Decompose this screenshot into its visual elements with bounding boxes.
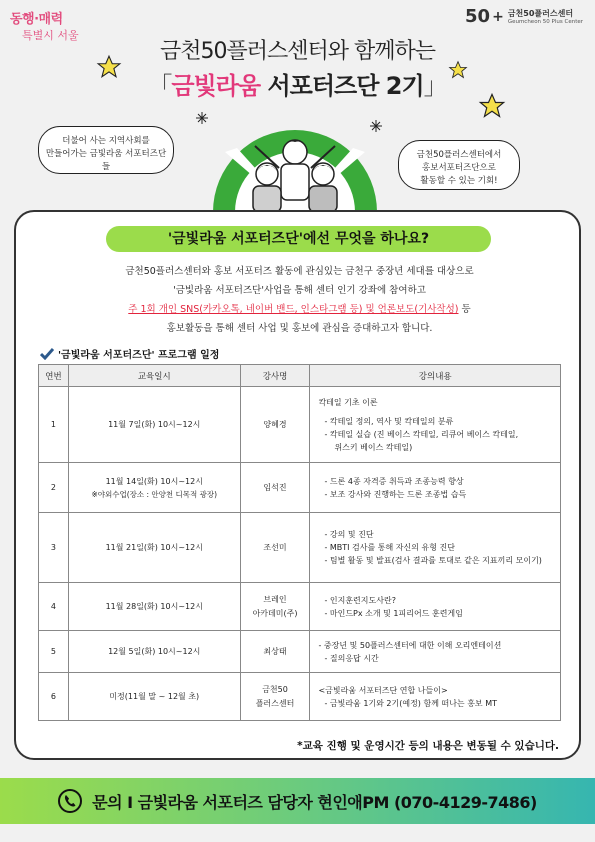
speech-bubble-left — [38, 126, 174, 174]
row-content — [310, 463, 561, 513]
question-heading: '금빛라움 서포터즈단'에선 무엇을 하나요? — [106, 226, 491, 252]
row-date: 11월 14일(화) 10시~12시 — [105, 476, 203, 486]
row-no: 2 — [39, 463, 69, 513]
intro-line3-tail: 등 — [458, 304, 471, 315]
schedule-title-text: '금빛라움 서포터즈단' 프로그램 일정 — [58, 350, 220, 361]
star-icon — [448, 60, 468, 80]
fifty-plus-mark-plus: + — [492, 8, 504, 25]
intro-line1: 금천50플러스센터와 홍보 서포터즈 활동에 관심있는 금천구 중장년 세대를 대상으로 — [125, 266, 474, 277]
row-instructor-2: 아카데미(주) — [252, 609, 298, 618]
info-card — [14, 210, 581, 760]
row-content — [310, 387, 561, 463]
content-line: - MBTI 검사를 통해 자신의 유형 진단 — [324, 543, 455, 552]
content-line: - 중장년 및 50플러스센터에 대한 이해 오리엔테이션 — [318, 640, 502, 650]
content-line: - 드론 4종 자격증 취득과 조종능력 향상 — [324, 476, 464, 486]
people-illustration — [195, 112, 395, 212]
table-row — [39, 673, 561, 721]
content-line: - 강의 및 진단 — [324, 530, 374, 539]
table-row — [39, 387, 561, 463]
row-instructor: 양혜경 — [240, 387, 310, 463]
row-no: 3 — [39, 513, 69, 583]
phone-icon — [58, 789, 82, 813]
row-content — [310, 583, 561, 631]
intro-text — [36, 262, 563, 338]
intro-line3-underlined: 주 1회 개인 SNS(카카오톡, 네이버 밴드, 인스타그램 등) 및 언론보도(기사작성) — [128, 304, 459, 315]
row-content — [310, 673, 561, 721]
fifty-plus-mark — [465, 6, 504, 27]
fifty-plus-mark-text: 50 — [465, 6, 491, 27]
contact-text: 문의 I 금빛라움 서포터즈 담당자 현인애PM (070-4129-7486) — [92, 792, 537, 812]
content-line: - 인지훈련지도사란? — [324, 595, 396, 605]
title-rest: 서포터즈단 2기 — [260, 72, 424, 100]
content-line: - 보조 강사와 진행하는 드론 조종법 습득 — [324, 489, 467, 499]
table-row — [39, 631, 561, 673]
content-line: 칵테일 기초 이론 — [318, 397, 378, 407]
change-notice: *교육 진행 및 운영시간 등의 내용은 변동될 수 있습니다. — [297, 740, 559, 752]
bubble-right-line1: 금천50플러스센터에서 — [416, 150, 502, 160]
content-line: - 금빛라움 1기와 2기(예정) 함께 떠나는 홍보 MT — [324, 698, 497, 708]
row-no: 1 — [39, 387, 69, 463]
table-row — [39, 513, 561, 583]
content-line: - 칵테일 실습 (진 베이스 칵테일, 리큐어 베이스 칵테일, — [324, 429, 519, 439]
bubble-left-line1: 더불어 사는 지역사회를 — [62, 136, 150, 146]
row-instructor: 금천50 — [262, 685, 288, 694]
star-icon — [478, 92, 506, 120]
title-bracket-open: 「 — [148, 72, 172, 100]
center-name-ko: 금천50플러스센터 — [507, 9, 574, 18]
title-bracket-close: 」 — [423, 72, 447, 100]
row-date-cell — [68, 463, 240, 513]
row-no: 5 — [39, 631, 69, 673]
star-icon — [96, 54, 122, 80]
row-no: 4 — [39, 583, 69, 631]
intro-line4: 홍보활동을 통해 센터 사업 및 홍보에 관심을 증대하고자 합니다. — [166, 323, 433, 334]
checkmark-icon — [40, 348, 54, 360]
bubble-right-line3: 활동할 수 있는 기회! — [420, 175, 498, 186]
row-date: 미정(11월 말 ~ 12월 초) — [68, 673, 240, 721]
schedule-table — [38, 364, 561, 721]
bubble-right-line2: 홍보서포터즈단으로 — [422, 162, 496, 173]
table-row — [39, 583, 561, 631]
intro-line2: '금빛라움 서포터즈단'사업을 통해 센터 인기 강좌에 참여하고 — [173, 285, 426, 296]
content-line: - 질의응답 시간 — [324, 653, 379, 663]
center-name-en: Geumcheon 50 Plus Center — [507, 19, 583, 25]
seoul-logo-line2: 특별시 서울 — [22, 29, 79, 42]
contact-footer — [0, 778, 595, 824]
bubble-left-line2: 만들어가는 금빛라움 서포터즈단들 — [45, 148, 167, 172]
table-header-row — [39, 365, 561, 387]
row-instructor-2: 플러스센터 — [255, 699, 295, 708]
title-highlight: 금빛라움 — [171, 72, 261, 100]
content-line: - 칵테일 정의, 역사 및 칵테일의 분류 — [324, 416, 454, 426]
header-instructor: 강사명 — [240, 365, 310, 387]
schedule-title — [40, 346, 219, 361]
row-instructor: 브레인 — [263, 595, 287, 604]
header-date: 교육일시 — [68, 365, 240, 387]
center-logo — [465, 6, 583, 27]
content-line: - 마인드Px 소개 및 1피리어드 훈련게임 — [324, 608, 463, 618]
row-date: 11월 7일(화) 10시~12시 — [68, 387, 240, 463]
intro-line3 — [36, 300, 563, 319]
content-line: 위스키 베이스 칵테일) — [334, 442, 413, 452]
row-date: 11월 21일(화) 10시~12시 — [68, 513, 240, 583]
row-date: 11월 28일(화) 10시~12시 — [68, 583, 240, 631]
speech-bubble-right — [398, 140, 520, 190]
seoul-logo-line1: 동행·매력 — [10, 12, 63, 27]
page-title-line1: 금천50플러스센터와 함께하는 — [159, 39, 435, 64]
row-instructor: 임석진 — [240, 463, 310, 513]
row-instructor-cell — [240, 673, 310, 721]
row-content — [310, 513, 561, 583]
row-no: 6 — [39, 673, 69, 721]
header-content: 강의내용 — [310, 365, 561, 387]
row-instructor-cell — [240, 583, 310, 631]
content-line: - 팀별 활동 및 발표(검사 결과를 토대로 같은 지표끼리 모이기) — [324, 556, 542, 565]
row-date-note: ※야외수업(장소 : 안양천 디목적 광장) — [91, 489, 218, 499]
content-line: <금빛라움 서포터즈단 연합 나들이> — [318, 685, 448, 695]
row-instructor: 조선미 — [240, 513, 310, 583]
row-instructor: 최상태 — [240, 631, 310, 673]
table-row — [39, 463, 561, 513]
row-content — [310, 631, 561, 673]
center-name — [508, 8, 583, 25]
header-no: 연번 — [39, 365, 69, 387]
row-date: 12월 5일(화) 10시~12시 — [68, 631, 240, 673]
